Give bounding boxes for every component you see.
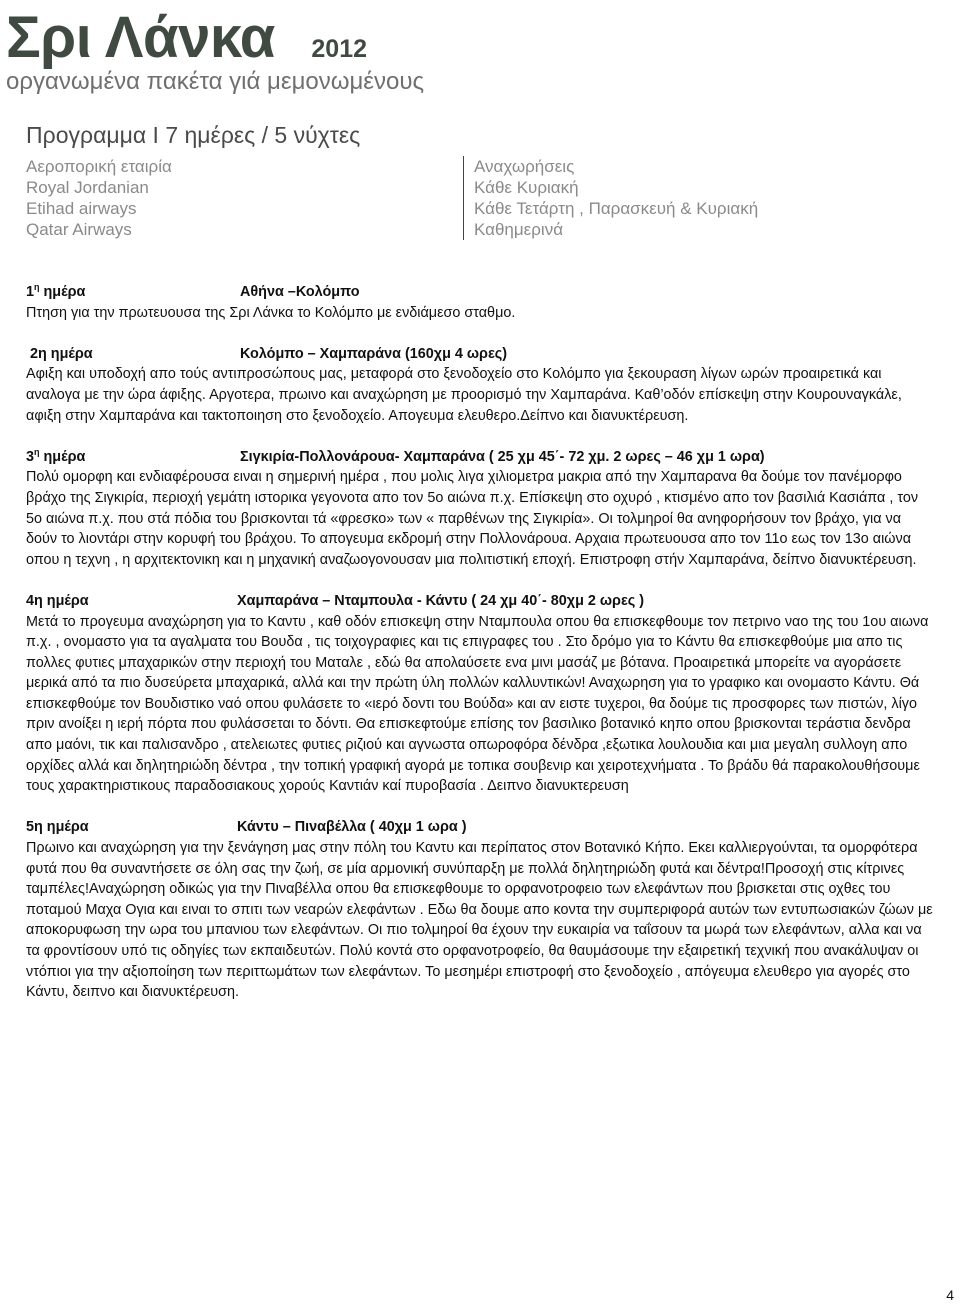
day-description: Πτηση για την πρωτευουσα της Σρι Λάνκα το Κολόμπο με ενδιάμεσο σταθμο. — [26, 304, 516, 321]
departure-item: Κάθε Κυριακή — [474, 178, 579, 197]
day-description: Πρωινο και αναχώρηση για την ξενάγηση μας στην πόλη του Καντυ και περίπατος στον Βοτανικό Κήπο. Εκει καλλιεργούνται, τα ομορφότερα φυτά που θα συναντήσετε σε όλη σας την ζωή, σε μία αρμονική συνύπαρξη με πολλά δηλητηριώδη φυτά και δέντρα!Προσοχή στις κίτρινες ταμπέλες!Αναχώρηση οδικώς για την Πιναβέλλα οπου θα επισκεφθουμε το ορφανοτροφειο των ελεφάντων που βρισκεται στις οχθες του ποταμού Μαχα Ογια και ειναι το σπιτι των νεαρών ελεφάντων . Εδω θα δουμε απο κοντα την συμπεριφορά αυτών των εντυπωσιακών ζώων με αποκορυφωση την ωρα του μπανιου των ελεφάντων. Οι πιο τολμηροί θα έχουν την ευκαιρία να ταΐσουν τα μωρά των ελεφάντων, αλλα και να τα φροντίσουν υπό τις οδηγίες των εκπαιδευτών. Πολύ κοντά στο ορφανοτροφείο, θα θαυμάσουμε την εξαιρετική τεχνική που ανακάλυψαν οι ντόπιοι για την αξιοποίηση των περιττωμάτων των ελεφάντων. Το μεσημέρι επιστροφή στο ξενοδοχείο , απόγευμα ελευθερο για αγορές στο Κάντυ, δειπνο και διανυκτέρευση. — [26, 840, 933, 1001]
day-heading — [26, 817, 936, 838]
day-heading — [26, 344, 936, 365]
day-description: Πολύ ομορφη και ενδιαφέρουσα ειναι η σημερινή ημέρα , που μολις λιγα χιλιομετρα μακρια από την Χαμπαρανα θα δούμε τον πανέμορφο βράχο της Σιγκιρία, περιοχή γεμάτη ιστορικα γεγονοτα απο τον 5ο αιώνα π.χ. Επίσκεψη στο οχυρό , κτισμένο απο τον βασιλιά Κασιάπα , τον 5ο αιώνα π.χ. που στά πόδια του βρισκονται τά «φρεσκο» των « παρθένων της Σιγκιρία». Οι τολμηροί θα ανηφορήσουν τον βράχο, για να δούν το λιοντάρι στην κορυφή του βράχου. Το απογευμα εκδρομή στην Πολλονάρουα. Αρχαια πρωτευουσα απο τον 11ο εως τον 13ο αιώνα οπου η τεχνη , η αρχιτεκτονικη και η μηχανική αναζωογονουσαν μια πολιτιστική εποχή. Επιστροφη στήν Χαμπαράνα, δείπνο διανυκτέρευση. — [26, 469, 919, 568]
document-title: Σρι Λάνκα — [6, 5, 275, 70]
airline-item: Royal Jordanian — [26, 178, 149, 197]
day-5 — [26, 817, 936, 1002]
day-label: $1^\eta$ ημέρα — [26, 282, 86, 300]
day-route: Αθήνα –Κολόμπο — [240, 284, 360, 300]
day-label: 2η ημέρα — [30, 345, 93, 362]
day-route: Κολόμπο – Χαμπαράνα (160χμ 4 ωρες) — [240, 345, 508, 362]
day-description: Μετά το προγευμα αναχώρηση για το Καντυ , καθ οδόν επισκεψη στην Νταμπουλα οπου θα επισκεφθουμε τον πετρινο ναο της του 1ου αιωνα π.χ. , ονομαστο για τα αγαλματα του Βουδα , τις τοιχογραφιες και τις επιγραφες του . Στο δρόμο για το Κάντυ θα επισκεφθούμε μια απο τις πολλες φυτιες μπαχαρικών στην περιοχή του Ματαλε , εδώ θα απολαύσετε ενα μινι μασάζ με βότανα. Προαιρετικά μπορείτε να αγοράσετε μερικά από τα πιο δυσεύρετα μπαχαρικά, αλλά και την πρώτη ύλη πολλών καλλυντικών! Αναχωρηση για το γραφικο και ονομαστο Κάντυ. Θά επισκεφθούμε τον Βουδιστικο ναό οπου φυλάσετε το «ιερό δοντι του Βούδα» και αν ειστε τυχεροι, θα δούμε τις προσφορες των πιστών, λίγο πριν ανοίξει η ιερή πόρτα που φυλάσσεται το δόντι. Θα επισκεφτούμε επίσης τον βασιλικο βοτανικό κηπο οπου βρισκονται τεράστια δενδρα απο μαόνι, τικ και παλισανδρο , ατελειωτες φυτιες ριζιού και αγνωστα οπωροφόρα δένδρα ,εξωτικα λουλουδια και μια μεγαλη συλλογη απο ορχίδες αλλά και δηλητηριώδη δέντρα , την τοπική γραφική αγορά με τοπικα σουβενιρ και χειροτεχνήματα . Το βράδυ θά παρακολουθήσουμε τους χαρακτηριστικους παραδοσιακους χορούς Καντιάν καί πυροβασία . Δειπνο διανυκτερευση — [26, 613, 929, 795]
day-label: 4η ημέρα — [26, 592, 89, 609]
day-label: $3^\eta$ ημέρα — [26, 446, 86, 465]
document-subtitle: οργανωμένα πακέτα γιά μεμονωμένους — [6, 68, 425, 95]
airlines-column — [26, 156, 172, 240]
document-year: 2012 — [311, 35, 368, 63]
day-1 — [26, 282, 936, 323]
departures-column — [463, 156, 758, 240]
day-route: Χαμπαράνα – Νταμπουλα - Κάντυ ( 24 χμ 40΄- 80χμ 2 ωρες ) — [237, 592, 645, 609]
departures-header: Αναχωρήσεις — [474, 157, 575, 176]
program-heading: Προγραμμα Ι 7 ημέρες / 5 νύχτες — [26, 122, 361, 148]
day-description: Αφιξη και υποδοχή απο τούς αντιπροσώπους μας, μεταφορά στο ξενοδοχείο στο Κολόμπο για ξεκουραση λίγων ωρών προαιρετικά και αναλογα με την ώρα άφιξης. Αργοτερα, πρωινο και αναχώρηση με προορισμό την Χαμπαράνα. Καθ’οδόν επίσκεψη στην Κουρουναγκάλε, αφιξη στην Χαμπαράνα και τακτοποιηση στο ξενοδοχείο. Απογευμα ελευθερο.Δείπνο και διανυκτέρευση. — [26, 366, 902, 424]
day-heading — [26, 282, 936, 303]
day-heading — [26, 447, 936, 468]
departure-item: Καθημερινά — [474, 220, 564, 239]
airline-item: Qatar Airways — [26, 220, 132, 239]
day-4 — [26, 591, 936, 797]
airline-item: Etihad airways — [26, 199, 137, 218]
page-number: 4 — [946, 1287, 954, 1303]
itinerary — [26, 282, 936, 1023]
day-route: Σιγκιρία-Πολλονάρουα- Χαμπαράνα ( 25 χμ 45΄- 72 χμ. 2 ωρες – 46 χμ 1 ωρα) — [240, 448, 765, 465]
airlines-header: Αεροπορική εταιρία — [26, 157, 172, 176]
document-title-row — [6, 4, 367, 71]
day-2 — [26, 344, 936, 426]
departure-item: Κάθε Τετάρτη , Παρασκευή & Κυριακή — [474, 199, 759, 218]
day-3 — [26, 447, 936, 571]
day-heading — [26, 591, 936, 612]
day-route: Κάντυ – Πιναβέλλα ( 40χμ 1 ωρα ) — [237, 819, 467, 836]
day-label: 5η ημέρα — [26, 819, 89, 836]
